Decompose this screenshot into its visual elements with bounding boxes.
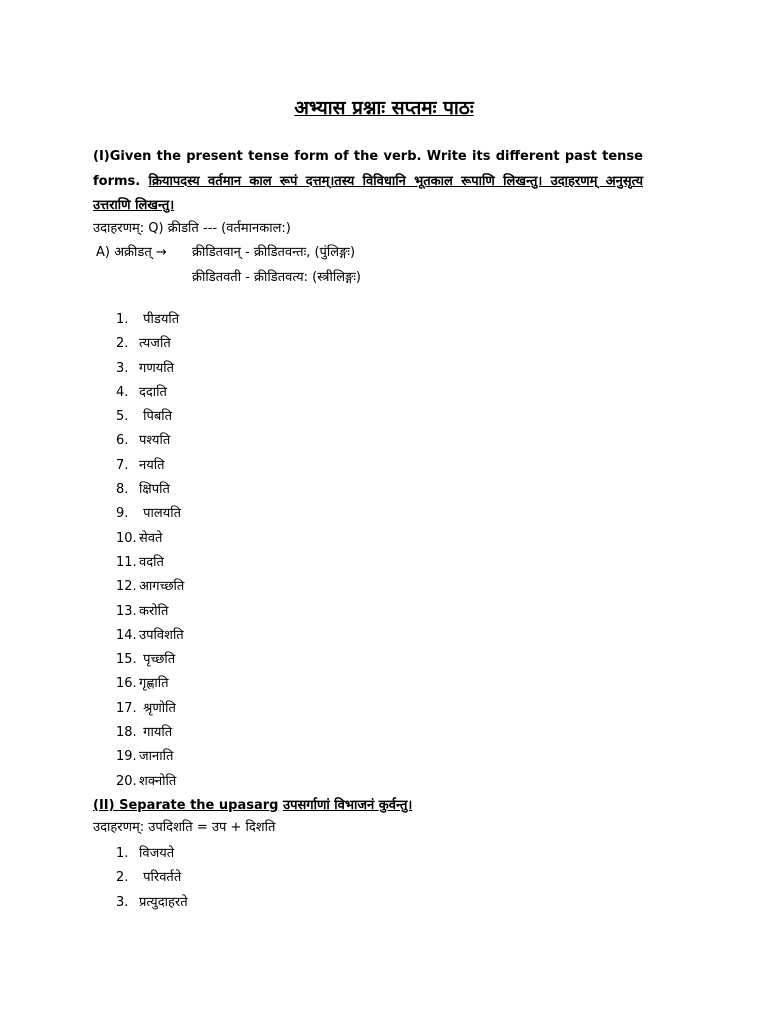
question-2-example: उदाहरणम्: उपदिशति = उप + दिशति bbox=[93, 820, 276, 835]
question-2-english: (II) Separate the upasarg bbox=[93, 798, 279, 813]
page-title: अभ्यास प्रश्नाः सप्तमः पाठः bbox=[294, 97, 474, 119]
list-item: 5. पिबति bbox=[116, 409, 173, 425]
list-item: 1. विजयते bbox=[116, 846, 175, 861]
list-item: 16. गृह्णाति bbox=[116, 676, 169, 692]
list-item: 8. क्षिपति bbox=[116, 482, 170, 498]
question-2-sanskrit: उपसर्गाणां विभाजनं कुर्वन्तु। bbox=[282, 798, 413, 813]
list-item: 20. शक्नोति bbox=[116, 773, 177, 789]
example-answer-prefix: A) अक्रीडत् → bbox=[96, 245, 167, 260]
list-item: 2. परिवर्तते bbox=[116, 870, 182, 886]
list-item: 3. गणयति bbox=[116, 360, 175, 376]
list-item: 2. त्यजति bbox=[116, 336, 171, 352]
list-item: 1. पीडयति bbox=[116, 312, 180, 327]
list-item: 14. उपविशति bbox=[116, 627, 184, 643]
verb-list bbox=[116, 310, 184, 796]
list-item: 15. पृच्छति bbox=[116, 652, 176, 668]
upasarg-list bbox=[116, 844, 188, 917]
question-2-instruction bbox=[93, 795, 412, 813]
list-item: 18. गायति bbox=[116, 725, 173, 741]
list-item: 4. ददाति bbox=[116, 384, 167, 400]
list-item: 3. प्रत्युदाहरते bbox=[116, 894, 188, 910]
list-item: 7. नयति bbox=[116, 457, 165, 473]
list-item: 6. पश्यति bbox=[116, 433, 171, 449]
list-item: 12. आगच्छति bbox=[116, 579, 185, 595]
question-1-english: (I)Given the present tense form of the verb. Write its different past tense forms. bbox=[93, 149, 643, 189]
list-item: 10. सेवते bbox=[116, 530, 163, 546]
question-1-instruction bbox=[93, 145, 643, 219]
question-1-sanskrit: क्रियापदस्य वर्तमान काल रूपं दत्तम्।तस्य विविधानि भूतकाल रूपाणि लिखन्तु। उदाहरणम् अनुसृत्य उत्तराणि लिखन्तु। bbox=[93, 173, 643, 213]
list-item: 11. वदति bbox=[116, 554, 164, 570]
example-answer-masculine: क्रीडितवान् - क्रीडितवन्तः, (पुंलिङ्गः) bbox=[192, 245, 356, 260]
list-item: 13. करोति bbox=[116, 603, 169, 619]
example-label: उदाहरणम्: Q) क्रीडति --- (वर्तमानकाल:) bbox=[93, 221, 291, 236]
list-item: 19. जानाति bbox=[116, 749, 174, 765]
list-item: 9. पालयति bbox=[116, 506, 182, 522]
example-answer-feminine: क्रीडितवती - क्रीडितवत्य: (स्त्रीलिङ्गः) bbox=[192, 270, 361, 285]
list-item: 17. श्रृणोति bbox=[116, 700, 176, 716]
